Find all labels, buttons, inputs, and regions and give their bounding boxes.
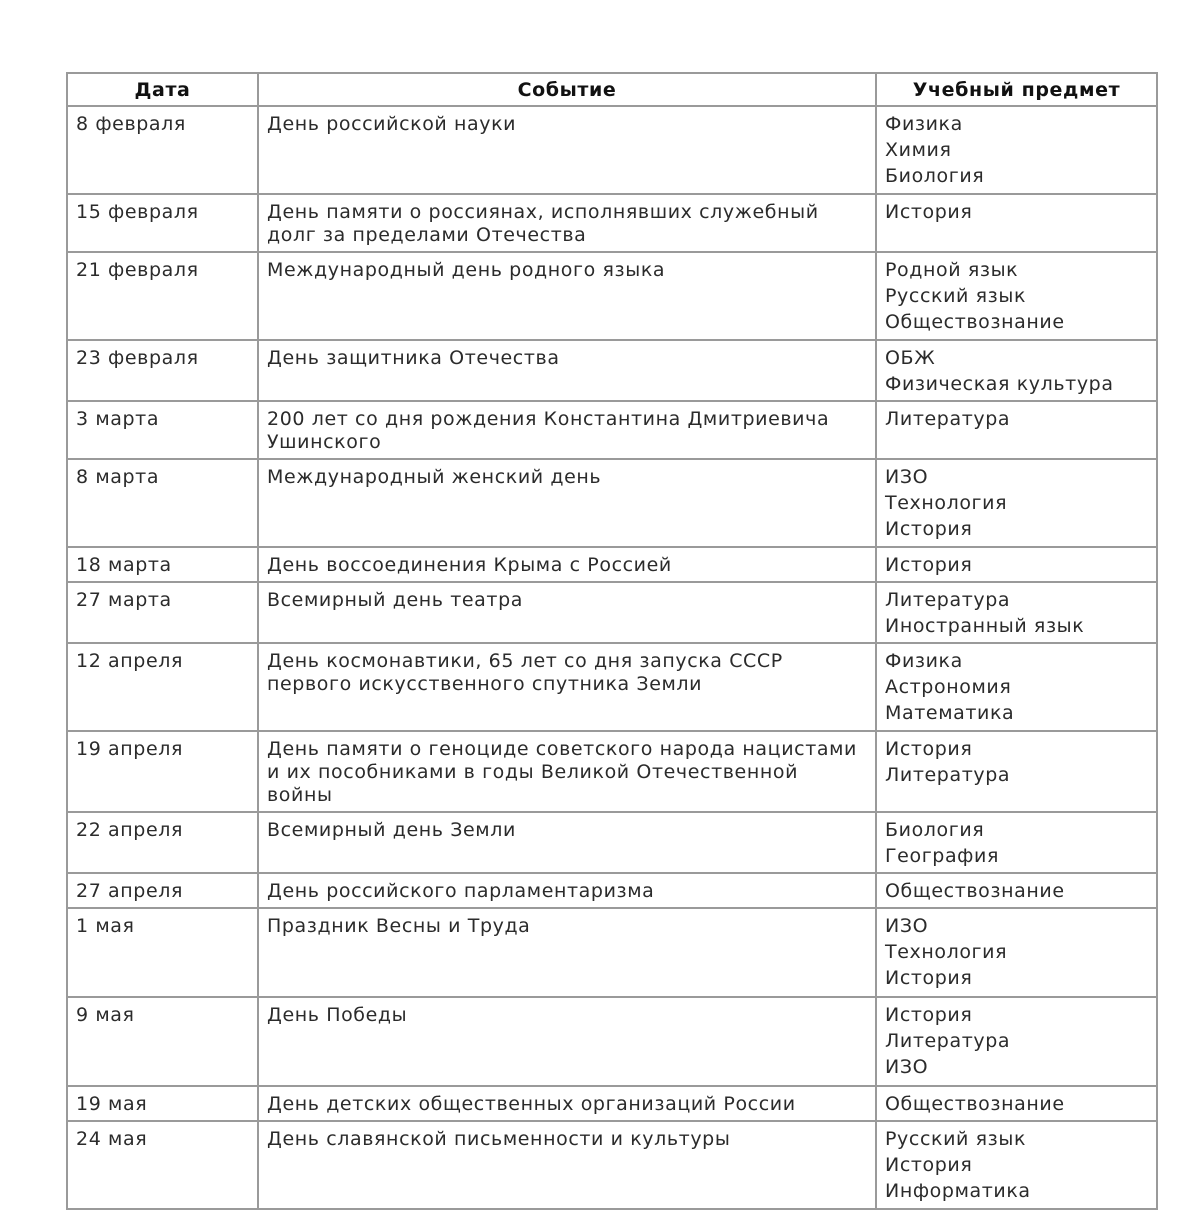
cell-subjects xyxy=(876,873,1157,908)
event-text: День детских общественных организаций России xyxy=(267,1093,796,1115)
cell-event xyxy=(258,997,876,1086)
date-text: 21 февраля xyxy=(76,259,199,281)
table-row xyxy=(67,997,1157,1086)
table-header xyxy=(67,73,1157,106)
cell-event xyxy=(258,873,876,908)
cell-subjects xyxy=(876,252,1157,340)
cell-event xyxy=(258,582,876,643)
subject-item: История xyxy=(885,1154,973,1176)
subject-item: Иностранный язык xyxy=(885,615,1085,637)
cell-date xyxy=(67,643,258,731)
subject-item: История xyxy=(885,201,973,223)
subject-item: История xyxy=(885,1004,973,1026)
cell-event xyxy=(258,547,876,582)
subject-item: ОБЖ xyxy=(885,347,936,369)
event-text: День Победы xyxy=(267,1004,408,1026)
subject-item: ИЗО xyxy=(885,1056,929,1078)
cell-subjects xyxy=(876,731,1157,812)
cell-event xyxy=(258,194,876,252)
subject-item: Астрономия xyxy=(885,676,1012,698)
subject-item: Технология xyxy=(885,941,1008,963)
subject-item: Биология xyxy=(885,819,985,841)
cell-event xyxy=(258,643,876,731)
date-text: 8 марта xyxy=(76,466,160,488)
subject-item: Технология xyxy=(885,492,1008,514)
subject-item: История xyxy=(885,967,973,989)
event-text: 200 лет со дня рождения Константина Дмитриевича Ушинского xyxy=(267,408,830,453)
date-text: 1 мая xyxy=(76,915,135,937)
cell-event xyxy=(258,1121,876,1209)
subject-item: Литература xyxy=(885,1030,1011,1052)
event-text: День защитника Отечества xyxy=(267,347,560,369)
cell-subjects xyxy=(876,812,1157,873)
date-text: 19 мая xyxy=(76,1093,148,1115)
subject-item: Родной язык xyxy=(885,259,1019,281)
date-text: 22 апреля xyxy=(76,819,184,841)
subject-item: География xyxy=(885,845,1000,867)
table-row xyxy=(67,643,1157,731)
table-row xyxy=(67,106,1157,194)
event-text: День памяти о россиянах, исполнявших служебный долг за пределами Отечества xyxy=(267,201,819,246)
cell-subjects xyxy=(876,582,1157,643)
cell-subjects xyxy=(876,1086,1157,1121)
date-text: 15 февраля xyxy=(76,201,199,223)
cell-event xyxy=(258,401,876,459)
subject-item: Русский язык xyxy=(885,285,1027,307)
cell-date xyxy=(67,1086,258,1121)
table-row xyxy=(67,547,1157,582)
subject-item: Физика xyxy=(885,113,963,135)
event-text: День космонавтики, 65 лет со дня запуска СССР первого искусственного спутника Земли xyxy=(267,650,783,695)
subject-item: Русский язык xyxy=(885,1128,1027,1150)
cell-date xyxy=(67,1121,258,1209)
cell-event xyxy=(258,459,876,547)
event-text: Международный день родного языка xyxy=(267,259,666,281)
subject-item: Литература xyxy=(885,408,1011,430)
table-row xyxy=(67,459,1157,547)
cell-subjects xyxy=(876,106,1157,194)
cell-subjects xyxy=(876,908,1157,997)
table-body xyxy=(67,106,1157,1209)
cell-date xyxy=(67,731,258,812)
subject-item: ИЗО xyxy=(885,915,929,937)
subject-item: Обществознание xyxy=(885,1093,1065,1115)
event-text: Всемирный день Земли xyxy=(267,819,516,841)
cell-event xyxy=(258,106,876,194)
subject-item: Обществознание xyxy=(885,880,1065,902)
event-text: День памяти о геноциде советского народа нацистами и их пособниками в годы Великой Отечественной войны xyxy=(267,738,857,806)
header-row xyxy=(67,73,1157,106)
date-text: 19 апреля xyxy=(76,738,184,760)
subject-item: Химия xyxy=(885,139,952,161)
cell-event xyxy=(258,731,876,812)
cell-date xyxy=(67,106,258,194)
cell-subjects xyxy=(876,1121,1157,1209)
table-row xyxy=(67,194,1157,252)
event-text: Всемирный день театра xyxy=(267,589,523,611)
date-text: 8 февраля xyxy=(76,113,186,135)
cell-event xyxy=(258,340,876,401)
table-row xyxy=(67,582,1157,643)
cell-date xyxy=(67,812,258,873)
date-text: 27 апреля xyxy=(76,880,184,902)
header-event: Событие xyxy=(258,73,876,106)
table-row xyxy=(67,812,1157,873)
table-row xyxy=(67,731,1157,812)
cell-subjects xyxy=(876,401,1157,459)
date-text: 12 апреля xyxy=(76,650,184,672)
event-text: День славянской письменности и культуры xyxy=(267,1128,731,1150)
events-table xyxy=(66,72,1158,1210)
subject-item: Математика xyxy=(885,702,1015,724)
subject-item: История xyxy=(885,554,973,576)
cell-event xyxy=(258,908,876,997)
cell-subjects xyxy=(876,194,1157,252)
cell-event xyxy=(258,252,876,340)
cell-date xyxy=(67,401,258,459)
date-text: 9 мая xyxy=(76,1004,135,1026)
subject-item: ИЗО xyxy=(885,466,929,488)
subject-item: Обществознание xyxy=(885,311,1065,333)
cell-event xyxy=(258,1086,876,1121)
table-row xyxy=(67,1086,1157,1121)
subject-item: Биология xyxy=(885,165,985,187)
cell-date xyxy=(67,459,258,547)
cell-date xyxy=(67,340,258,401)
header-subject: Учебный предмет xyxy=(876,73,1157,106)
cell-date xyxy=(67,997,258,1086)
date-text: 27 марта xyxy=(76,589,172,611)
subject-item: Физическая культура xyxy=(885,373,1114,395)
cell-date xyxy=(67,873,258,908)
cell-event xyxy=(258,812,876,873)
event-text: День российского парламентаризма xyxy=(267,880,655,902)
table-row xyxy=(67,908,1157,997)
table-row xyxy=(67,401,1157,459)
date-text: 3 марта xyxy=(76,408,160,430)
cell-subjects xyxy=(876,997,1157,1086)
subject-item: Литература xyxy=(885,764,1011,786)
table-row xyxy=(67,1121,1157,1209)
table-row xyxy=(67,340,1157,401)
header-date: Дата xyxy=(67,73,258,106)
subject-item: Информатика xyxy=(885,1180,1031,1202)
cell-subjects xyxy=(876,643,1157,731)
cell-date xyxy=(67,194,258,252)
cell-date xyxy=(67,252,258,340)
cell-date xyxy=(67,582,258,643)
event-text: Международный женский день xyxy=(267,466,602,488)
date-text: 23 февраля xyxy=(76,347,199,369)
subject-item: История xyxy=(885,518,973,540)
table-row xyxy=(67,252,1157,340)
table-row xyxy=(67,873,1157,908)
cell-subjects xyxy=(876,547,1157,582)
cell-date xyxy=(67,547,258,582)
cell-date xyxy=(67,908,258,997)
cell-subjects xyxy=(876,459,1157,547)
subject-item: История xyxy=(885,738,973,760)
event-text: Праздник Весны и Труда xyxy=(267,915,531,937)
event-text: День российской науки xyxy=(267,113,517,135)
subject-item: Физика xyxy=(885,650,963,672)
subject-item: Литература xyxy=(885,589,1011,611)
event-text: День воссоединения Крыма с Россией xyxy=(267,554,672,576)
cell-subjects xyxy=(876,340,1157,401)
date-text: 24 мая xyxy=(76,1128,148,1150)
date-text: 18 марта xyxy=(76,554,172,576)
